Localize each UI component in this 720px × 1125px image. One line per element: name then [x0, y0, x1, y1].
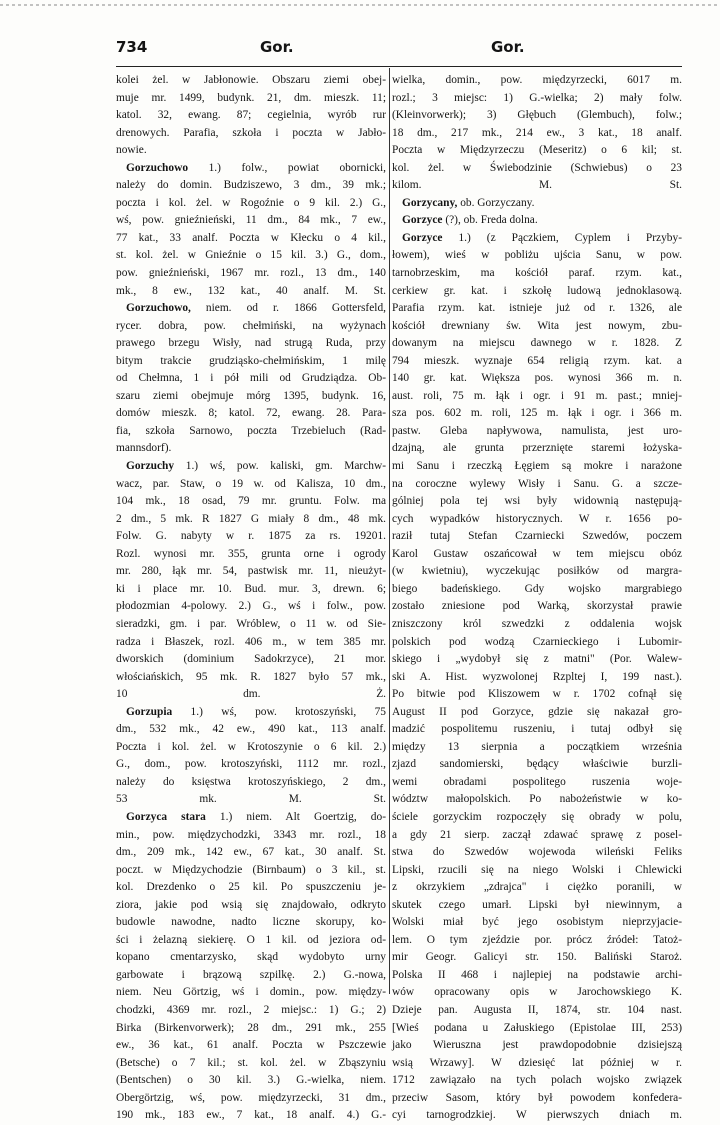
text-line: nowie. — [116, 144, 147, 157]
page-header — [116, 38, 682, 62]
text-line: należy do domin. Budziszewo, 3 dm., 39 mk.; — [116, 179, 386, 192]
text-line: biego badeńskiego. Gdy wojsko margrabiego — [392, 582, 682, 595]
text-line: pastw. Gleba napływowa, namulista, jest uro- — [392, 424, 682, 437]
text-line: należy do księstwa krotoszyńskiego, 2 dm., — [116, 775, 386, 788]
text-line: (Bentschen) o 30 kil. 3.) G.-wielka, niem. — [116, 1074, 386, 1087]
text-line: wacz, par. Staw, o 19 w. od Kalisza, 10 dm., — [116, 477, 386, 490]
text-line: stwa do Szwedów wojewoda wileński Feliks — [392, 846, 682, 859]
text-line: garbowate i brązową szpilkę. 2.) G.-nowa, — [116, 968, 386, 981]
text-line: 2 dm., 5 mk. R 1827 G miały 8 dm., 48 mk. — [116, 512, 386, 525]
text-line: wsią Wrzawy]. W dziesięć lat później w r. — [392, 1056, 682, 1069]
text-line: szaru ziemi obejmuje mórg 1395, budynk. 16, — [116, 389, 386, 402]
text-line: G., dom., pow. krotoszyński, 1112 mr. rozl., — [116, 758, 386, 771]
text-line: polskich pod wodzą Czarnieckiego i Lubomir- — [392, 635, 682, 648]
text-line: Rozl. wynosi mr. 355, grunta orne i ogrody — [116, 547, 386, 560]
text-line: ew., 36 kat., 61 analf. Poczta w Pszczewie — [116, 1039, 386, 1052]
text-line: cych wypadków historycznych. W r. 1656 po- — [392, 512, 682, 525]
text-line: st. kol. żel. w Gnieźnie o 15 kil. 3.) G., dom., — [116, 249, 386, 262]
text-line: wów opracowany opis w Jarochowskiego K. — [392, 986, 682, 999]
text-line: Gorzyce 1.) (z Pączkiem, Cyplem i Przyby- — [402, 231, 682, 244]
text-line: Polska II 468 i najlepiej na podstawie archi- — [392, 968, 682, 981]
text-line: skutek czego umarł. Lipski był niewinnym, a — [392, 898, 682, 911]
text-line: tarnobrzeskim, ma kościół paraf. rzym. kat., — [392, 267, 682, 280]
text-line: cyi tarnogrodzkiej. W pierwszych dniach m. — [392, 1109, 682, 1122]
scan-edge — [0, 4, 720, 6]
text-line: mk., 8 ew., 132 kat., 40 analf. M. St. — [116, 284, 386, 297]
text-line: Obergörtzig, wś, pow. międzyrzecki, 31 dm., — [116, 1091, 386, 1104]
text-line: Lipski, rzucili się na niego Wolski i Chlewicki — [392, 863, 682, 876]
text-line: katol. 32, ewang. 87; cegielnia, wyrób rur — [116, 109, 386, 122]
text-line: dm., 532 mk., 42 ew., 490 kat., 113 analf. — [116, 723, 386, 736]
text-line: Wolski miał być jego osobistym nieprzyjacie- — [392, 916, 682, 929]
text-line: drenowych. Parafia, szkoła i poczta w Jabło- — [116, 126, 386, 139]
text-line: dworskich (dominium Sadokrzyce), 21 mor. — [116, 653, 386, 666]
running-head-right: Gor. — [491, 38, 525, 56]
text-line: min., pow. międzychodzki, 3343 mr. rozl., 18 — [116, 828, 386, 841]
text-line: sieradzki, gm. i par. Wróblew, o 11 w. od Sie- — [116, 617, 386, 630]
text-line: 18 dm., 217 mk., 214 ew., 3 kat., 18 analf. — [392, 126, 682, 139]
text-line: prawego brzegu Wisły, nad strugą Ruda, przy — [116, 337, 386, 350]
text-line: sza pos. 602 m. roli, 125 m. łąk i ogr. i 366 m. — [392, 407, 682, 420]
text-line: dowanym na miejscu dawnego w r. 1828. Z — [392, 337, 682, 350]
text-line: zniszczony król szwedzki z oddalenia wojsk — [392, 617, 682, 630]
text-line: 10 dm. Ż. — [116, 688, 386, 701]
text-line: (w kwietniu), wyczekując posiłków od margra- — [392, 565, 682, 578]
text-line: cerkiew gr. kat. i szkołę ludową jednoklasową. — [392, 284, 682, 297]
text-line: ści i żelazną siekierę. O 1 kil. od jeziora od- — [116, 933, 386, 946]
text-line: poczt. w Międzychodzie (Birnbaum) o 3 kil., st. — [116, 863, 386, 876]
text-line: kol. żel. w Świebodzinie (Schwiebus) o 23 — [392, 161, 682, 174]
text-line: lem. O tym zjeździe por. prócz źródeł: Tatoż- — [392, 933, 682, 946]
text-line: jako Wieruszna jest prawdopodobnie dzisiejszą — [392, 1039, 682, 1052]
text-line: wielka, domin., pow. międzyrzecki, 6017 m. — [392, 74, 682, 86]
text-line: madzić pospolitemu ruszeniu, i tutaj odbył się — [392, 723, 682, 736]
text-line: mi Sanu i rzeczką Łęgiem są mokre i narażone — [392, 460, 682, 473]
text-line: zostało zniesione pod Warką, skorzystał prawie — [392, 600, 682, 613]
text-line: ski A. Hist. wyzwolonej Rzpltej I, 199 nast.). — [392, 670, 682, 683]
text-line: Poczta i kol. żel. w Krotoszynie o 6 kil. 2.) — [116, 740, 386, 753]
text-line: budowle nawodne, nadto liczne skorupy, ko- — [116, 916, 386, 929]
text-line: Gorzuchowo 1.) folw., powiat obornicki, — [126, 161, 386, 174]
text-line: muje mr. 1499, budynk. 21, dm. mieszk. 11; — [116, 91, 386, 104]
text-line: od Chełmna, 1 i pół mili od Grudziądza. Ob- — [116, 372, 386, 385]
text-line: Birka (Birkenvorwerk); 28 dm., 291 mk., 255 — [116, 1021, 386, 1034]
text-line: Poczta w Międzyrzeczu (Meseritz) o 6 kil; st. — [392, 144, 682, 157]
text-line: kopano cmentarzysko, skąd wydobyto urny — [116, 951, 386, 964]
text-line: (Kleinvorwerk); 3) Głębuch (Glembuch), folw.; — [392, 109, 682, 122]
right-column — [392, 72, 682, 1122]
text-line: raził tutaj Stefan Czarniecki Szwedów, poczem — [392, 530, 682, 543]
text-line: zjazd sandomierski, będący właściwie burzli- — [392, 758, 682, 771]
text-line: skiego i „wydobył się z matni" (Por. Walew- — [392, 653, 682, 666]
text-line: dm., 209 mk., 142 ew., 67 kat., 30 analf. St. — [116, 846, 386, 859]
text-line: rycer. dobra, pow. chełmiński, na wyżynach — [116, 319, 386, 332]
text-line: między 13 sierpnia a początkiem września — [392, 740, 682, 753]
text-line: dzajną, ale grunta przerznięte staremi łożyska- — [392, 442, 682, 455]
text-line: Parafia rzym. kat. istnieje już od r. 1326, ale — [392, 302, 682, 315]
text-line: 190 mk., 183 ew., 7 kat., 18 analf. 4.) G.- — [116, 1109, 386, 1122]
text-line: ziora, jakie pod wsią się znajdowało, odkryto — [116, 898, 386, 911]
text-line: fia, szkoła Sarnowo, poczta Trzebieluch (Rad- — [116, 424, 386, 437]
text-line: 794 mieszk. wyznaje 654 religią rzym. kat. a — [392, 354, 682, 367]
text-line: 77 kat., 33 analf. Poczta w Kłecku o 4 kil., — [116, 231, 386, 244]
header-rule — [116, 66, 682, 67]
text-line: ściele gorzyckim rozpoczęły się obrady w polu, — [392, 810, 682, 823]
text-line: Po bitwie pod Kliszowem w r. 1702 cofnął się — [392, 688, 682, 701]
text-line: Gorzuchy 1.) wś, pow. kaliski, gm. Marchw- — [126, 460, 386, 473]
text-line: niem. Neu Görtzig, wś i domin., pow. między- — [116, 986, 386, 999]
text-line: wemi obradami pospolitego ruszenia woje- — [392, 775, 682, 788]
text-line: Dzieje pan. Augusta II, 1874, str. 104 nast. — [392, 1003, 682, 1016]
text-line: wództw małopolskich. Po nabożeństwie w ko- — [392, 793, 682, 806]
text-line: płodozmian 4-polowy. 2.) G., wś i folw., pow. — [116, 600, 386, 613]
text-line: [Wieś podana u Załuskiego (Epistolae III, 253) — [392, 1021, 682, 1034]
text-line: gólniej pola tej wsi były widownią następują- — [392, 495, 682, 508]
text-line: mannsdorf). — [116, 442, 172, 455]
text-line: pow. gnieźnieński, 1967 mr. rozl., 13 dm., 140 — [116, 267, 386, 280]
text-line: wś, pow. gnieźnieński, 11 dm., 84 mk., 7 ew., — [116, 214, 386, 227]
text-line: ki i place mr. 10. Bud. mur. 3, drewn. 6; — [116, 582, 386, 595]
column-divider — [389, 68, 390, 994]
text-line: 104 mk., 18 osad, 79 mr. gruntu. Folw. ma — [116, 495, 386, 508]
text-line: (Betsche) o 7 kil.; st. kol. żel. w Zbąszyniu — [116, 1056, 386, 1069]
text-line: bitym trakcie grudziąsko-chełmińskim, 1 milę — [116, 354, 386, 367]
text-line: Folw. G. nabyty w r. 1875 za rs. 19201. — [116, 530, 386, 543]
text-line: aust. roli, 75 m. łąk i ogr. i 91 m. past.; mniej- — [392, 389, 682, 402]
text-line: na coroczne wylewy Wisły i Sanu. G. a szcze- — [392, 477, 682, 490]
text-line: 1712 zawiązało na tych polach wojsko związek — [392, 1074, 682, 1087]
text-line: Gorzupia 1.) wś, pow. krotoszyński, 75 — [126, 705, 386, 718]
text-line: chodzki, 4369 mr. rozl., 2 miejsc.: 1) G.; 2) — [116, 1003, 386, 1016]
text-line: Gorzuchowo, niem. od r. 1866 Gottersfeld, — [126, 302, 386, 315]
text-line: domów mieszk. 8; katol. 72, ewang. 28. Para- — [116, 407, 386, 420]
text-line: z okrzykiem „zdrajca" i ciężko poranili, w — [392, 881, 682, 894]
page-number: 734 — [116, 38, 148, 56]
text-line: łowem), wieś w pobliżu ujścia Sanu, w pow. — [392, 249, 682, 262]
text-line: przeciw Sasom, który był powodem konfedera- — [392, 1091, 682, 1104]
text-line: włościańskich, 95 mk. R. 1827 było 57 mk., — [116, 670, 386, 683]
text-line: mr. 280, łąk mr. 54, pastwisk mr. 11, nieużyt- — [116, 565, 386, 578]
text-line: 140 gr. kat. Większa pos. wynosi 366 m. n. — [392, 372, 682, 385]
text-line: radza i Błaszek, rozl. 406 m., w tem 385 mr. — [116, 635, 386, 648]
text-line: a gdy 21 sierp. zaczął zdawać sprawę z posel- — [392, 828, 682, 841]
text-line: Gorzyce (?), ob. Freda dolna. — [402, 214, 538, 227]
text-line: 53 mk. M. St. — [116, 793, 386, 806]
text-line: kolei żel. w Jabłonowie. Obszaru ziemi obej- — [116, 74, 386, 86]
text-line: Gorzyca stara 1.) niem. Alt Goertzig, do- — [126, 810, 386, 823]
text-line: kol. Drezdenko o 25 kil. Po spuszczeniu je- — [116, 881, 386, 894]
running-head-left: Gor. — [260, 38, 294, 56]
text-line: kościół drewniany św. Wita jest nowym, zbu- — [392, 319, 682, 332]
text-line: kilom. M. St. — [392, 179, 682, 192]
left-column — [116, 72, 386, 1122]
text-line: rozl.; 3 miejsc: 1) G.-wielka; 2) mały folw. — [392, 91, 682, 104]
text-line: mir Geogr. Galicyi str. 150. Baliński Staroż. — [392, 951, 682, 964]
text-line: Gorzycany, ob. Gorzyczany. — [402, 196, 535, 209]
text-line: poczta i kol. żel. w Rogoźnie o 9 kil. 2.) G., — [116, 196, 386, 209]
text-line: August II pod Gorzyce, gdzie się nakazał gro- — [392, 705, 682, 718]
text-line: Karol Gustaw oszańcował w tem miejscu obóz — [392, 547, 682, 560]
